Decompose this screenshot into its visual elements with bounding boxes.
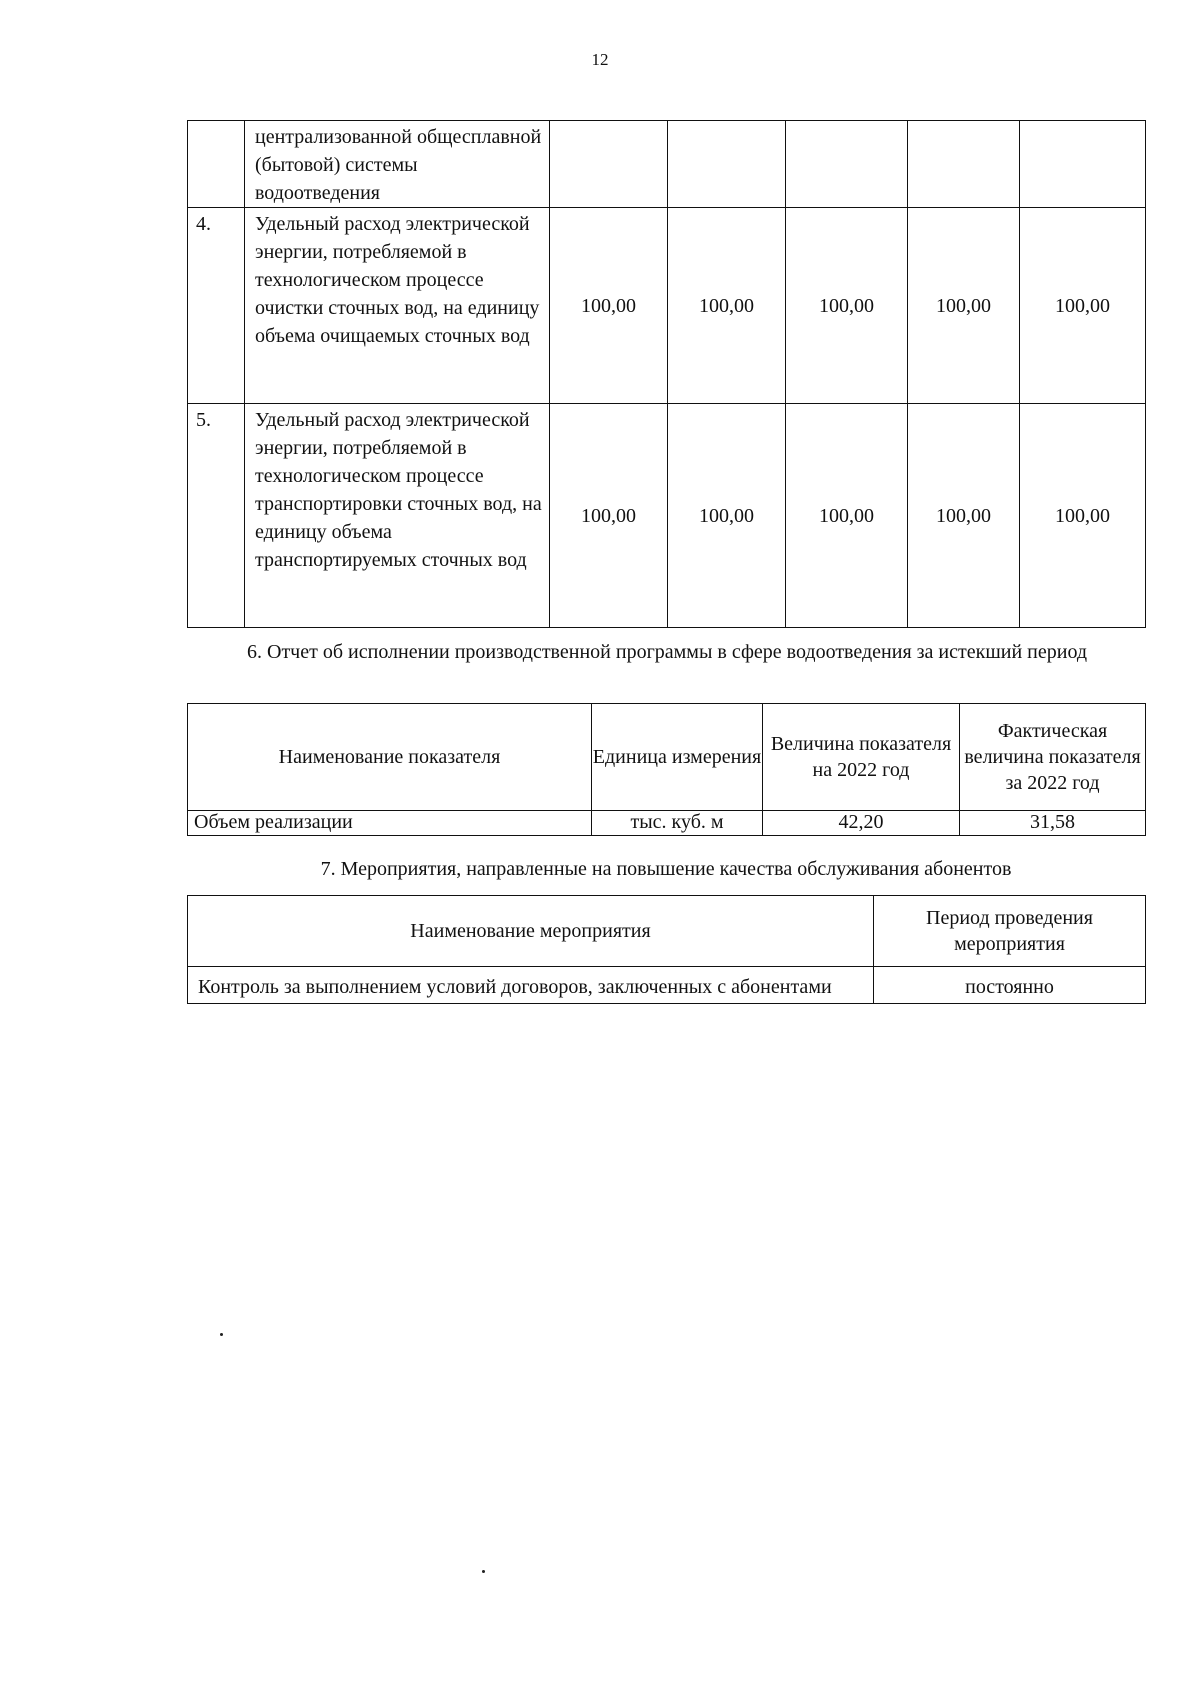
- indicator-name: централизованной общесплавной (бытовой) системы водоотведения: [245, 121, 550, 208]
- table-row: [188, 811, 1146, 836]
- section-7-title: 7. Мероприятия, направленные на повышение качества обслуживания абонентов: [320, 858, 1012, 880]
- value-cell: 100,00: [908, 404, 1020, 628]
- measures-table: [187, 895, 1146, 1004]
- value-cell: [550, 121, 668, 208]
- report-table: [187, 703, 1146, 836]
- value-cell: 100,00: [668, 404, 786, 628]
- fact-value: 31,58: [960, 811, 1146, 836]
- value-cell: 100,00: [668, 208, 786, 404]
- column-header-unit: Единица измерения: [592, 704, 763, 811]
- value-cell: [668, 121, 786, 208]
- table-row: [188, 404, 1146, 628]
- scan-speck: [220, 1333, 223, 1336]
- value-cell: 100,00: [1020, 404, 1146, 628]
- measure-name: Контроль за выполнением условий договоров, заключенных с абонентами: [188, 967, 874, 1004]
- section-6-title: 6. Отчет об исполнении производственной программы в сфере водоотведения за истекший период: [247, 641, 1088, 663]
- page-number: 12: [591, 50, 609, 69]
- table-header-row: [188, 896, 1146, 967]
- value-cell: 100,00: [908, 208, 1020, 404]
- indicators-table: [187, 120, 1146, 628]
- measure-period: постоянно: [874, 967, 1146, 1004]
- column-header-period: Период проведения мероприятия: [874, 896, 1146, 967]
- table-header-row: [188, 704, 1146, 811]
- column-header-measure: Наименование мероприятия: [188, 896, 874, 967]
- value-cell: 100,00: [786, 404, 908, 628]
- value-cell: [1020, 121, 1146, 208]
- indicator-name: Удельный расход электрической энергии, потребляемой в технологическом процессе транспортировки сточных вод, на единицу объема транспортируемых сточных вод: [245, 404, 550, 628]
- unit-cell: тыс. куб. м: [592, 811, 763, 836]
- row-number: [188, 121, 245, 208]
- indicator-name: Удельный расход электрической энергии, потребляемой в технологическом процессе очистки сточных вод, на единицу объема очищаемых сточных вод: [245, 208, 550, 404]
- scan-speck: [482, 1570, 485, 1573]
- column-header-fact: Фактическая величина показателя за 2022 год: [960, 704, 1146, 811]
- table-row: [188, 121, 1146, 208]
- indicator-name: Объем реализации: [188, 811, 592, 836]
- row-number: 5.: [188, 404, 245, 628]
- row-number: 4.: [188, 208, 245, 404]
- column-header-plan: Величина показателя на 2022 год: [763, 704, 960, 811]
- column-header-indicator: Наименование показателя: [188, 704, 592, 811]
- value-cell: 100,00: [550, 208, 668, 404]
- table-row: [188, 967, 1146, 1004]
- value-cell: 100,00: [786, 208, 908, 404]
- value-cell: [908, 121, 1020, 208]
- value-cell: 100,00: [1020, 208, 1146, 404]
- table-row: [188, 208, 1146, 404]
- value-cell: 100,00: [550, 404, 668, 628]
- value-cell: [786, 121, 908, 208]
- plan-value: 42,20: [763, 811, 960, 836]
